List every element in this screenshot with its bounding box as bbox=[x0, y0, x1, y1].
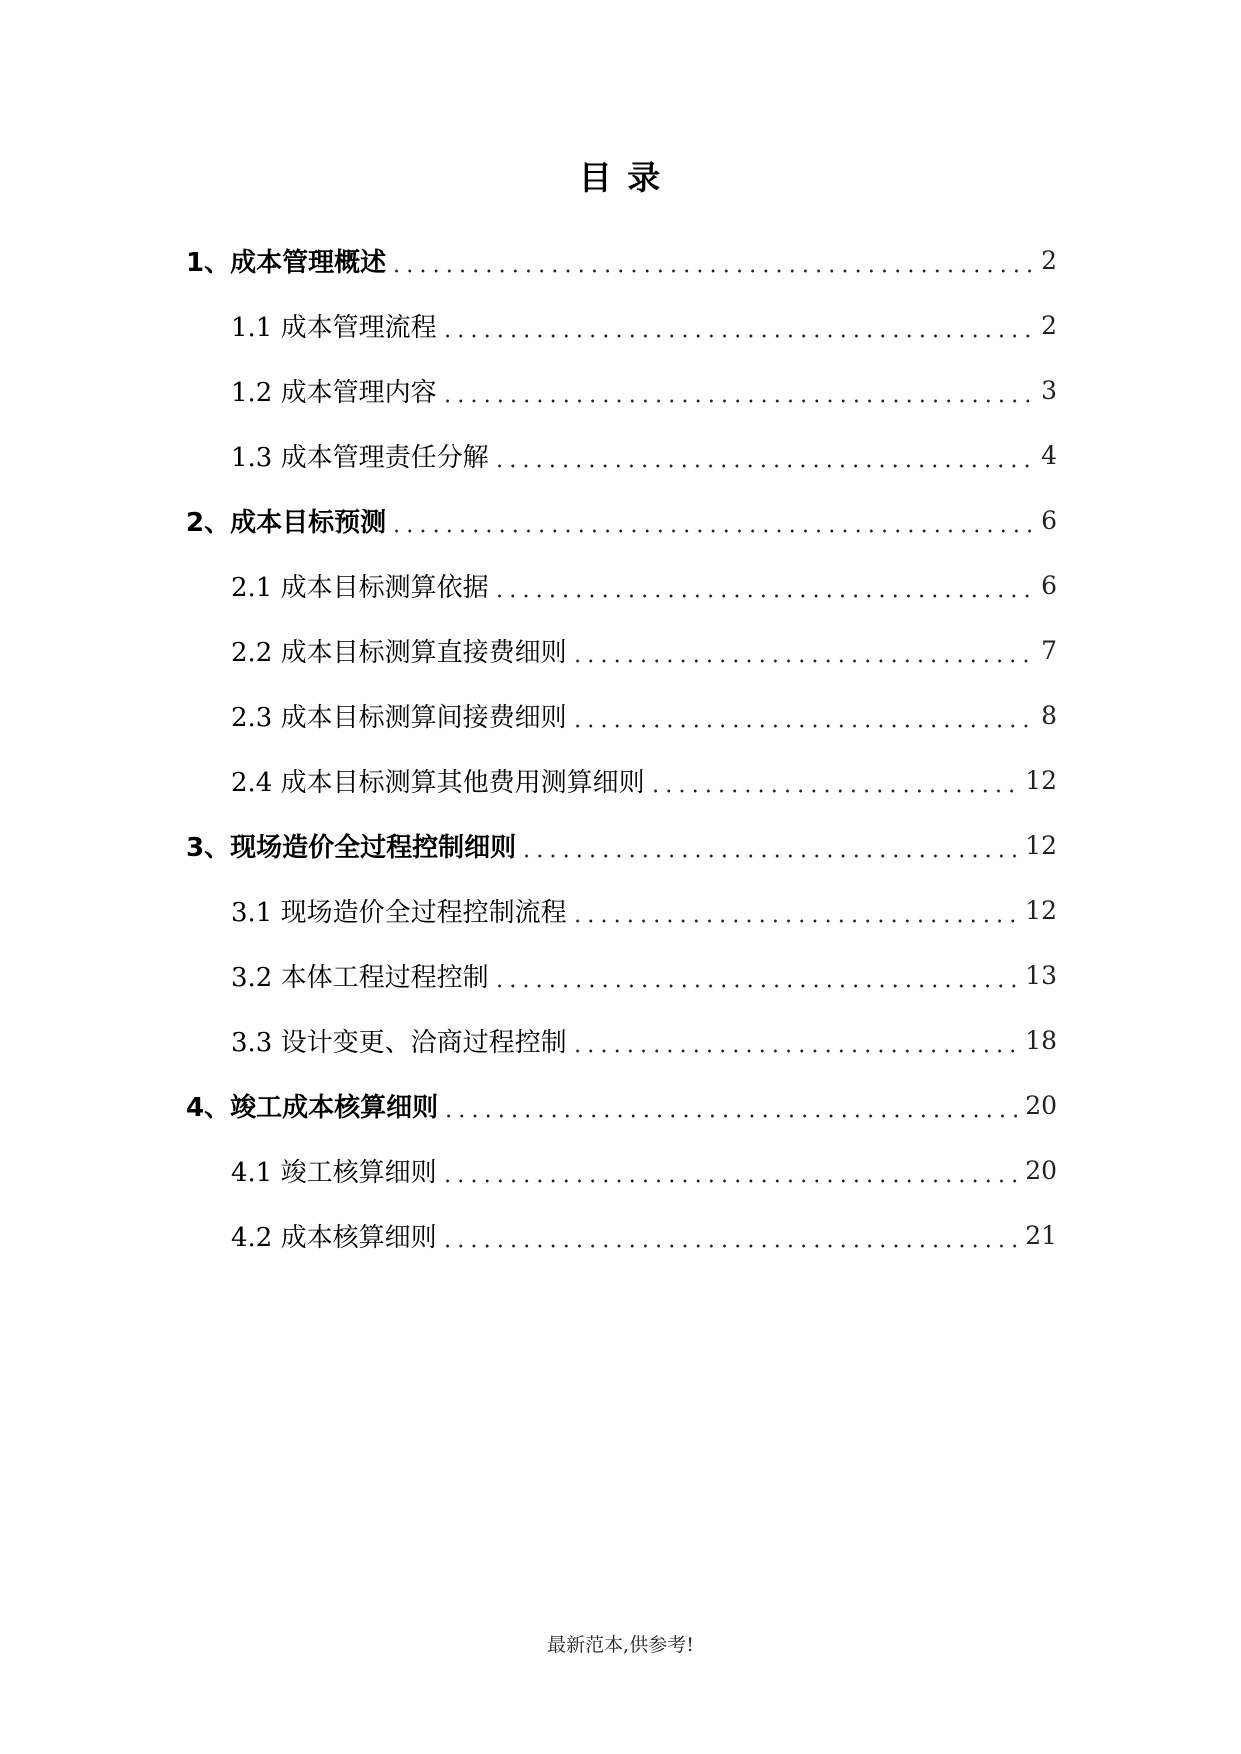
toc-entry-2-2[interactable] bbox=[0, 618, 1241, 683]
toc-entry-text: 2.1 成本目标测算依据 bbox=[231, 573, 489, 603]
toc-entry-2[interactable] bbox=[0, 488, 1241, 553]
toc-page-number: 21 bbox=[1025, 1221, 1057, 1250]
toc-entry-text: 2.4 成本目标测算其他费用测算细则 bbox=[231, 768, 645, 798]
toc-page-number: 2 bbox=[1041, 311, 1057, 340]
toc-page-number: 7 bbox=[1041, 636, 1057, 665]
toc-entry-text: 2.3 成本目标测算间接费细则 bbox=[231, 703, 567, 733]
toc-page-number: 12 bbox=[1025, 896, 1057, 925]
toc-entry-1-2[interactable] bbox=[0, 358, 1241, 423]
toc-dot-leader bbox=[441, 1223, 1022, 1249]
toc-dot-leader bbox=[571, 703, 1037, 729]
toc-dot-leader bbox=[442, 1093, 1021, 1119]
toc-dot-leader bbox=[493, 443, 1037, 469]
toc-page-number: 12 bbox=[1025, 831, 1057, 860]
toc-page-number: 6 bbox=[1041, 506, 1057, 535]
toc-dot-leader bbox=[390, 508, 1037, 534]
toc-entry-4[interactable] bbox=[0, 1073, 1241, 1138]
toc-entry-text: 4、竣工成本核算细则 bbox=[186, 1093, 439, 1123]
toc-entry-text: 1.1 成本管理流程 bbox=[231, 313, 437, 343]
toc-page-number: 20 bbox=[1025, 1091, 1057, 1120]
toc-entry-3[interactable] bbox=[0, 813, 1241, 878]
toc-title: 目 录 bbox=[578, 158, 663, 197]
toc-dot-leader bbox=[493, 573, 1037, 599]
toc-entry-1[interactable] bbox=[0, 228, 1241, 293]
toc-entry-text: 3.1 现场造价全过程控制流程 bbox=[231, 898, 567, 928]
toc-entry-3-3[interactable] bbox=[0, 1008, 1241, 1073]
toc-entry-text: 3.3 设计变更、洽商过程控制 bbox=[231, 1028, 567, 1058]
toc-entry-4-1[interactable] bbox=[0, 1138, 1241, 1203]
toc-entry-text: 1.3 成本管理责任分解 bbox=[231, 443, 489, 473]
toc-page-number: 12 bbox=[1025, 766, 1057, 795]
toc-page-number: 20 bbox=[1025, 1156, 1057, 1185]
toc-dot-leader bbox=[493, 963, 1022, 989]
toc-dot-leader bbox=[649, 768, 1022, 794]
page-footer: 最新范本,供参考! bbox=[547, 1634, 694, 1656]
toc-page-number: 4 bbox=[1041, 441, 1057, 470]
toc-entry-text: 1、成本管理概述 bbox=[186, 248, 387, 278]
toc-entry-4-2[interactable] bbox=[0, 1203, 1241, 1268]
toc-page-number: 3 bbox=[1041, 376, 1057, 405]
toc-page-number: 13 bbox=[1025, 961, 1057, 990]
toc-entry-text: 3、现场造价全过程控制细则 bbox=[186, 833, 517, 863]
toc-dot-leader bbox=[571, 898, 1022, 924]
toc-dot-leader bbox=[571, 638, 1037, 664]
toc-entry-text: 1.2 成本管理内容 bbox=[231, 378, 437, 408]
toc-page-number: 8 bbox=[1041, 701, 1057, 730]
toc-entry-2-3[interactable] bbox=[0, 683, 1241, 748]
toc-entry-text: 2.2 成本目标测算直接费细则 bbox=[231, 638, 567, 668]
toc-dot-leader bbox=[441, 313, 1037, 339]
toc-entry-text: 4.2 成本核算细则 bbox=[231, 1223, 437, 1253]
toc-dot-leader bbox=[441, 1158, 1022, 1184]
toc-page-number: 18 bbox=[1025, 1026, 1057, 1055]
toc-dot-leader bbox=[390, 248, 1037, 274]
toc-entry-1-3[interactable] bbox=[0, 423, 1241, 488]
toc-entry-3-2[interactable] bbox=[0, 943, 1241, 1008]
toc-entry-2-4[interactable] bbox=[0, 748, 1241, 813]
toc-page-number: 6 bbox=[1041, 571, 1057, 600]
toc-list bbox=[0, 228, 1241, 1268]
toc-dot-leader bbox=[441, 378, 1037, 404]
toc-entry-1-1[interactable] bbox=[0, 293, 1241, 358]
toc-dot-leader bbox=[520, 833, 1021, 859]
toc-entry-3-1[interactable] bbox=[0, 878, 1241, 943]
toc-page-number: 2 bbox=[1041, 246, 1057, 275]
toc-entry-text: 2、成本目标预测 bbox=[186, 508, 387, 538]
toc-entry-2-1[interactable] bbox=[0, 553, 1241, 618]
toc-dot-leader bbox=[571, 1028, 1022, 1054]
toc-entry-text: 3.2 本体工程过程控制 bbox=[231, 963, 489, 993]
toc-entry-text: 4.1 竣工核算细则 bbox=[231, 1158, 437, 1188]
